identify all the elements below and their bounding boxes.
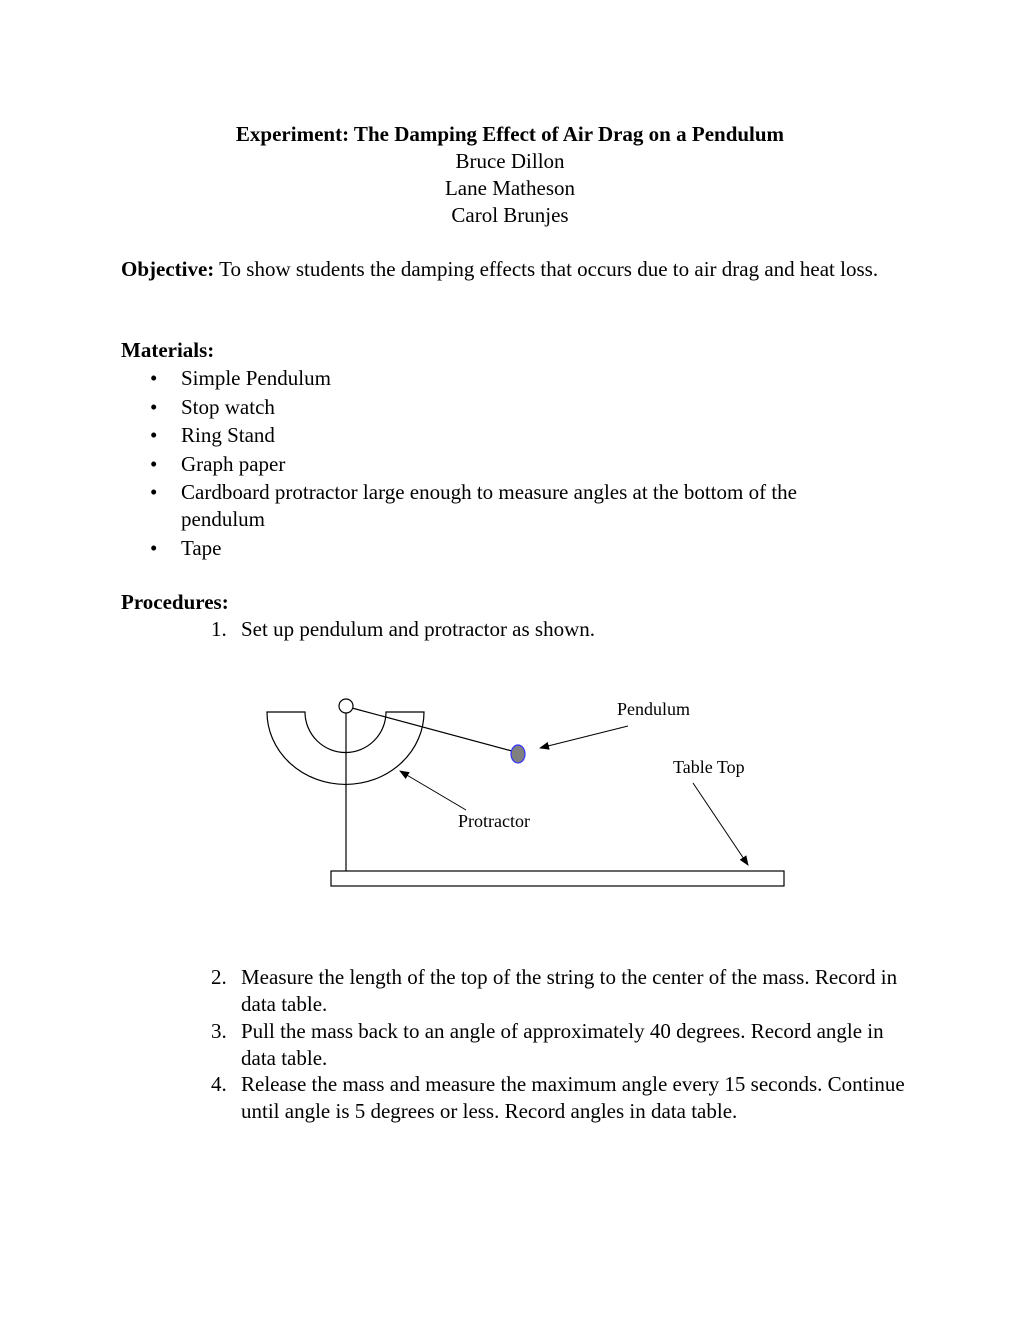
author: Carol Brunjes [451,203,569,227]
procedure-step: 2. Measure the length of the top of the string to the center of the mass. Record in data table. [211,965,898,1016]
list-item: • Graph paper [150,452,286,476]
list-item: • Simple Pendulum [150,366,331,390]
pendulum-label: Pendulum [617,699,691,719]
list-item: • Ring Stand [150,423,275,447]
table-top-label: Table Top [673,757,745,777]
pendulum-bob [511,745,525,763]
materials-heading: Materials: [121,338,215,362]
table-top [331,871,784,886]
author: Lane Matheson [444,176,576,200]
author: Bruce Dillon [455,149,565,173]
objective-label: Objective: [121,257,215,281]
procedures-heading: Procedures: [121,590,229,614]
procedure-step: 3. Pull the mass back to an angle of approximately 40 degrees. Record angle in data table. [211,1019,884,1070]
protractor-arrow [400,771,466,810]
objective-text: To show students the damping effects that occurs due to air drag and heat loss. [214,257,879,281]
protractor-label: Protractor [458,811,530,831]
pendulum-string [352,708,512,751]
list-item: • Tape [150,536,222,560]
list-item: • Cardboard protractor large enough to measure angles at the bottom of the pendulum [150,480,797,531]
pivot [339,699,353,713]
pendulum-arrow [540,726,628,748]
list-item: • Stop watch [150,395,275,419]
document-title: Experiment: The Damping Effect of Air Drag on a Pendulum [235,122,785,146]
procedure-step: 4. Release the mass and measure the maximum angle every 15 seconds. Continue until angle is 5 degrees or less. Record angles in data table. [211,1072,905,1123]
procedure-step: 1. Set up pendulum and protractor as shown. [211,617,596,641]
table-top-arrow [693,783,748,865]
